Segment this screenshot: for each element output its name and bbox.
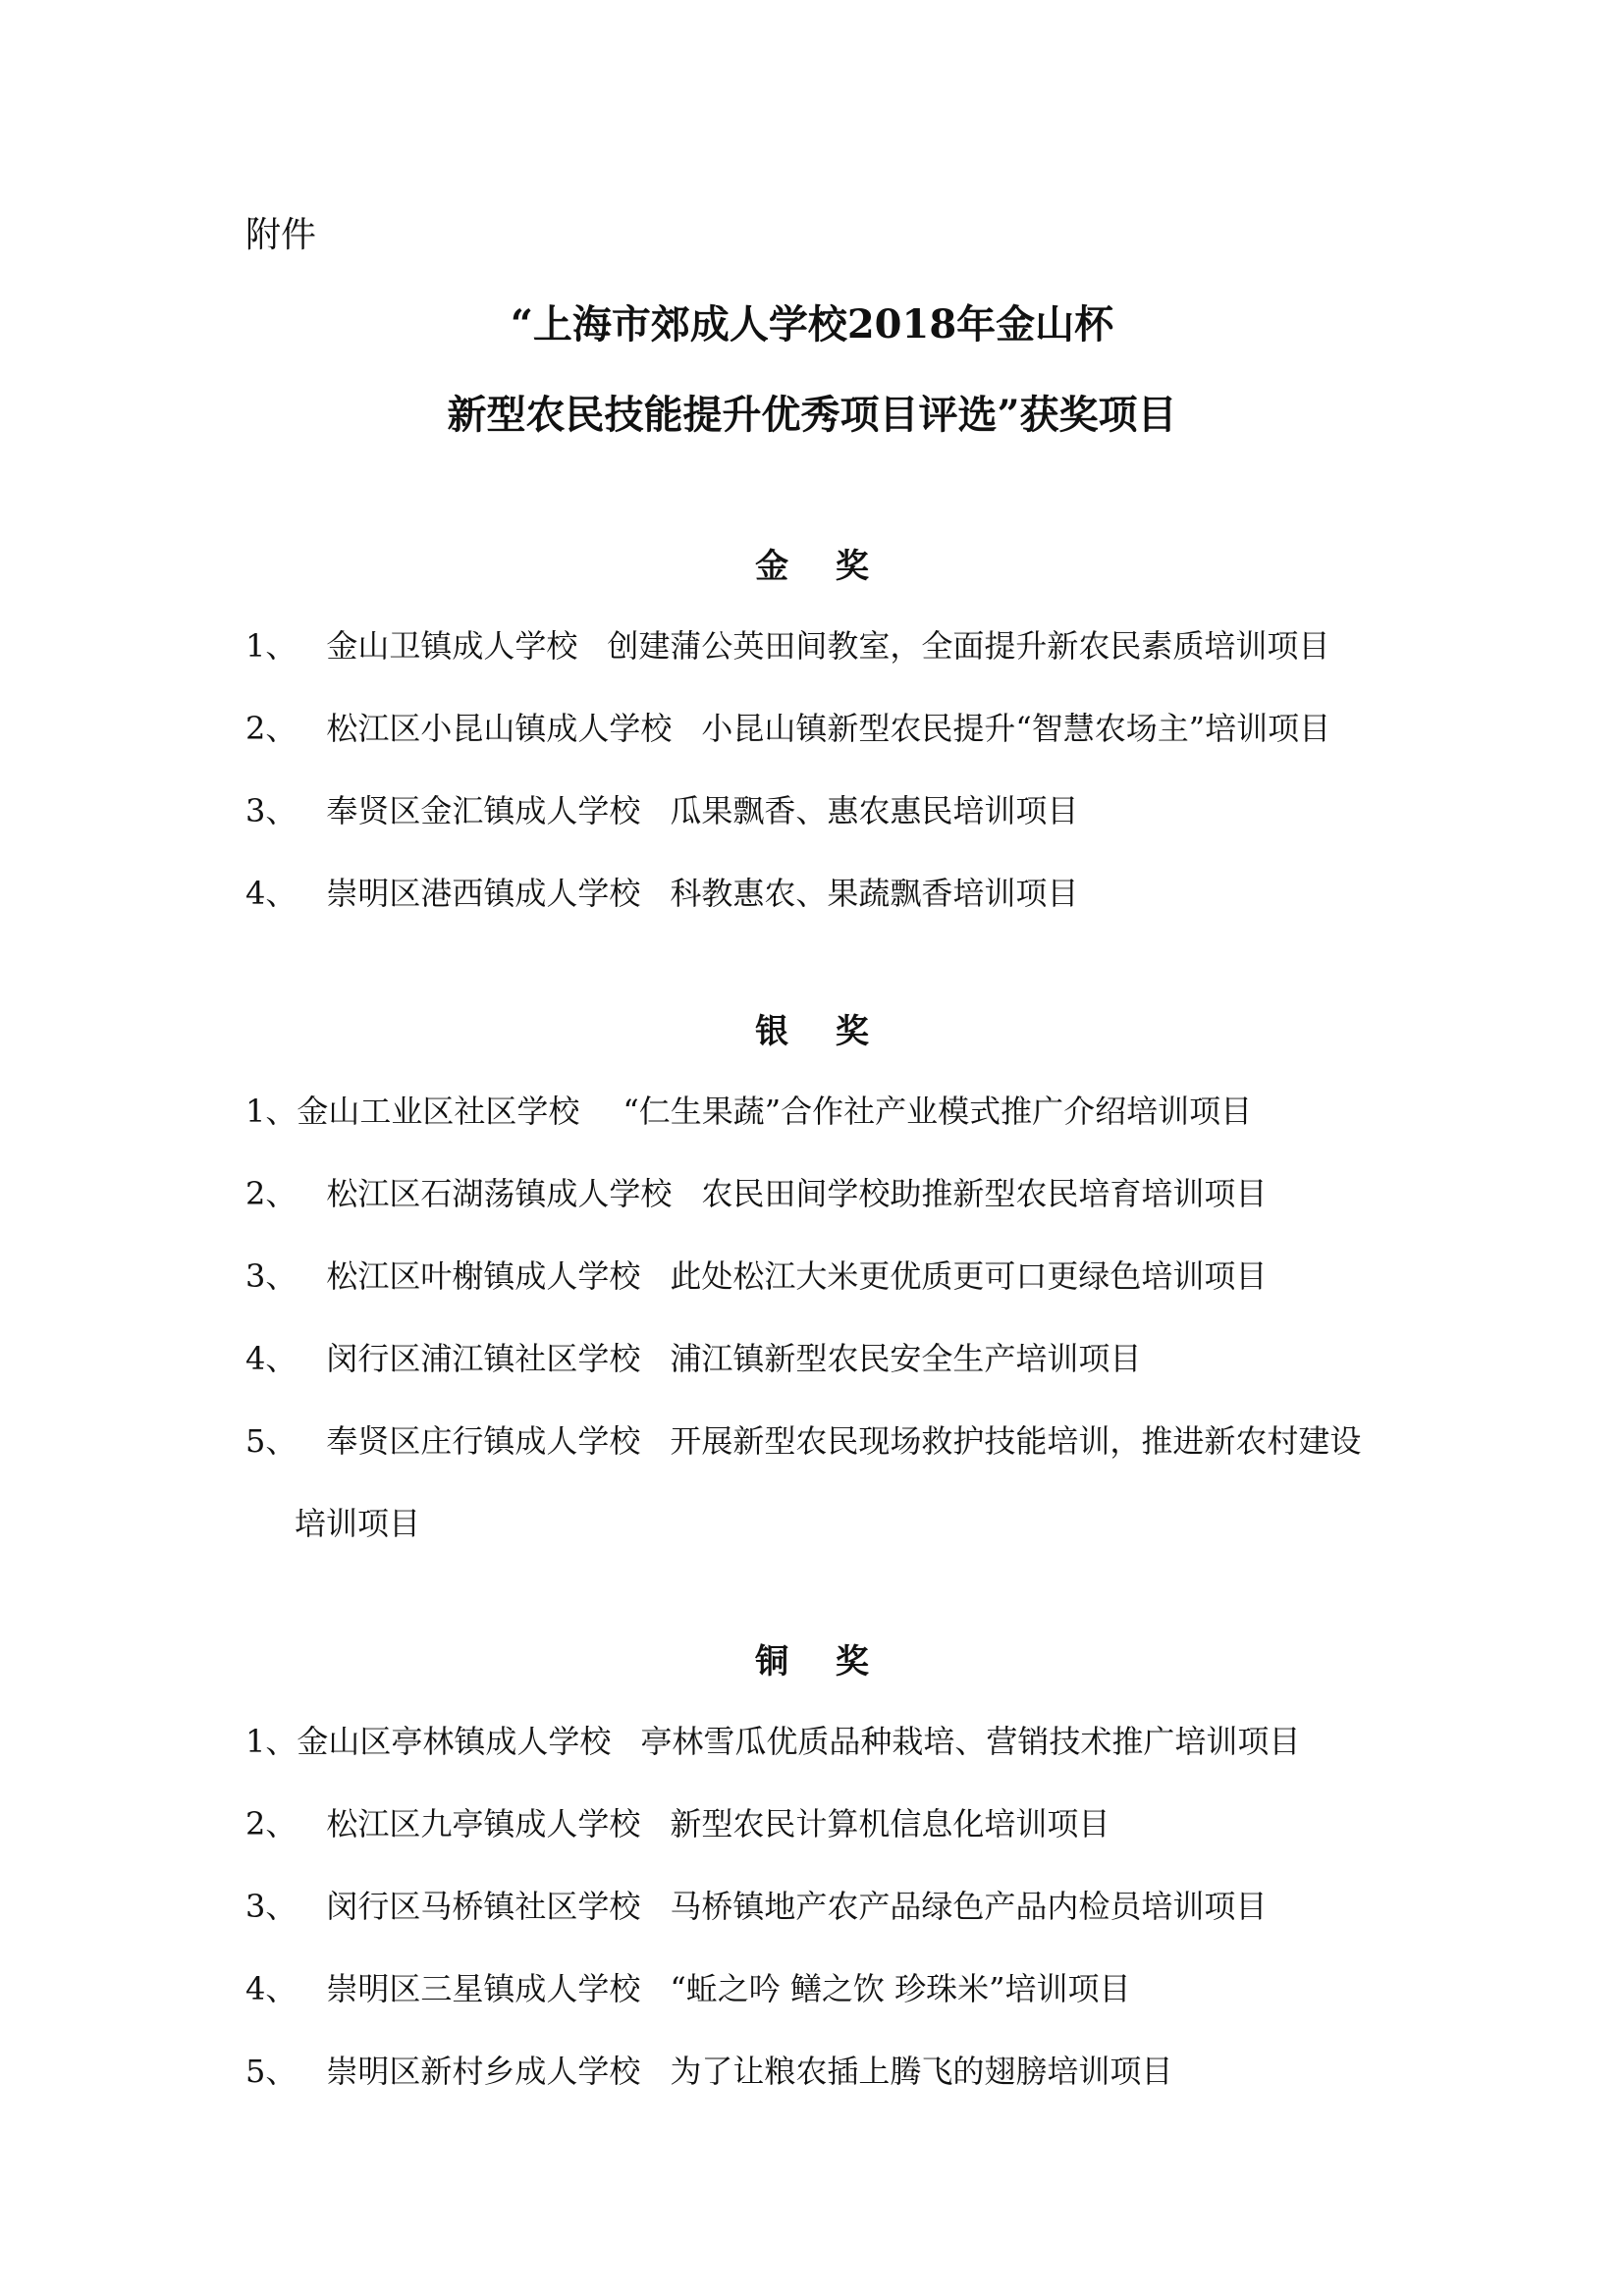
item-number: 3、 [245,792,298,829]
school-name: 崇明区新村乡成人学校 [326,2053,641,2090]
award-item [245,622,1394,669]
award-item [245,1170,1394,1217]
item-number: 4、 [245,875,298,912]
item-number: 3、 [245,1888,298,1925]
school-name: 金山区亭林镇成人学校 [297,1723,612,1760]
project-name: 新型农民计算机信息化培训项目 [670,1805,1110,1842]
project-name: 瓜果飘香、惠农惠民培训项目 [670,792,1079,829]
project-name: “仁生果蔬”合作社产业模式推广介绍培训项目 [623,1093,1253,1130]
document-title-line-2: 新型农民技能提升优秀项目评选”获奖项目 [447,392,1177,438]
school-name: 松江区小昆山镇成人学校 [326,710,673,747]
award-item [245,1335,1394,1382]
item-number: 5、 [245,2053,298,2090]
bronze-award-heading: 铜 奖 [755,1642,887,1682]
school-name: 松江区九亭镇成人学校 [326,1805,641,1842]
project-name: 开展新型农民现场救护技能培训，推进新农村建设 [670,1422,1362,1460]
school-name: 金山卫镇成人学校 [326,627,578,665]
award-item [245,705,1394,752]
project-name: 此处松江大米更优质更可口更绿色培训项目 [670,1257,1268,1295]
award-item [245,787,1394,834]
award-item [245,2048,1394,2095]
gold-award-heading: 金 奖 [755,547,887,586]
item-number: 1、 [245,627,298,665]
project-name: 创建蒲公英田间教室，全面提升新农民素质培训项目 [607,627,1330,665]
item-number: 5、 [245,1422,298,1460]
document-title-line-1: “上海市郊成人学校2018年金山杯 [510,301,1114,347]
item-number: 4、 [245,1970,298,2007]
award-item [245,870,1394,917]
school-name: 崇明区三星镇成人学校 [326,1970,641,2007]
award-item-continuation: 培训项目 [295,1505,421,1542]
award-item [245,1800,1394,1847]
item-number: 1、 [245,1093,298,1130]
item-number: 1、 [245,1723,298,1760]
school-name: 闵行区马桥镇社区学校 [326,1888,641,1925]
item-number: 2、 [245,710,298,747]
item-number: 4、 [245,1340,298,1377]
project-name: “蚯之吟 鳝之饮 珍珠米”培训项目 [670,1970,1131,2007]
award-item [245,1965,1394,2012]
award-item [245,1088,1394,1135]
item-number: 3、 [245,1257,298,1295]
school-name: 金山工业区社区学校 [297,1093,580,1130]
project-name: 浦江镇新型农民安全生产培训项目 [670,1340,1142,1377]
award-item [245,1417,1394,1465]
attachment-label: 附件 [245,215,317,255]
project-name: 为了让粮农插上腾飞的翅膀培训项目 [670,2053,1173,2090]
school-name: 奉贤区庄行镇成人学校 [326,1422,641,1460]
project-name: 亭林雪瓜优质品种栽培、营销技术推广培训项目 [640,1723,1301,1760]
award-item [245,1718,1394,1765]
project-name: 农民田间学校助推新型农民培育培训项目 [701,1175,1268,1212]
school-name: 闵行区浦江镇社区学校 [326,1340,641,1377]
item-number: 2、 [245,1175,298,1212]
silver-award-heading: 银 奖 [755,1012,887,1051]
award-item [245,1253,1394,1300]
item-number: 2、 [245,1805,298,1842]
project-name: 小昆山镇新型农民提升“智慧农场主”培训项目 [701,710,1331,747]
school-name: 奉贤区金汇镇成人学校 [326,792,641,829]
award-item [245,1883,1394,1930]
school-name: 崇明区港西镇成人学校 [326,875,641,912]
project-name: 马桥镇地产农产品绿色产品内检员培训项目 [670,1888,1268,1925]
school-name: 松江区叶榭镇成人学校 [326,1257,641,1295]
school-name: 松江区石湖荡镇成人学校 [326,1175,673,1212]
project-name: 科教惠农、果蔬飘香培训项目 [670,875,1079,912]
